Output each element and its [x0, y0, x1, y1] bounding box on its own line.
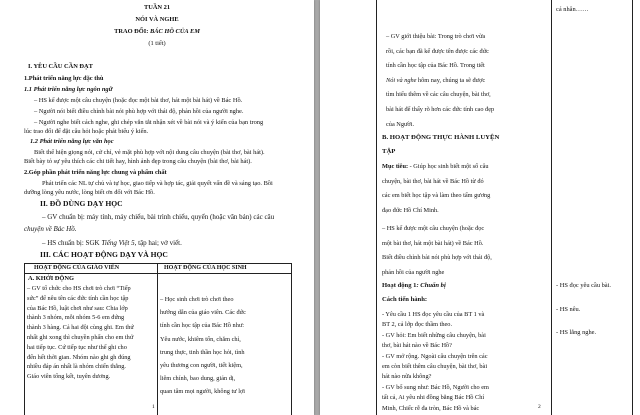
text-line: bài hát để thấy rõ hơn các đức tính cao đẹp	[386, 105, 495, 113]
text-line: tính cần học tập của Bác Hồ như:	[160, 322, 245, 330]
text-line: hát nào nữa không?	[382, 373, 432, 381]
hs-column-text	[160, 293, 288, 399]
text-line: Minh, Chiếc rễ đa tròn, Bác Hồ và bác	[382, 404, 480, 412]
gv-column-text	[27, 284, 155, 382]
section-2-title: II. ĐỒ DÙNG DẠY HỌC	[40, 199, 123, 208]
text-line: - GV bổ sung như: Bác Hồ, Người cho em	[382, 383, 489, 391]
text-line: đạo đức Hồ Chí Minh.	[382, 206, 439, 214]
text-line: nhiều đáp án nhất là nhóm chiến thắng.	[27, 363, 126, 371]
section-b-title-cont: TẬP	[382, 148, 396, 155]
activity-1-steps	[382, 310, 547, 414]
text-line: hướng dẫn của giáo viên. Các đức	[160, 309, 246, 317]
week-heading: TUẦN 21	[143, 4, 171, 11]
text-line: em còn biết thêm câu chuyện, bài thơ, bài	[382, 363, 488, 371]
text-line: các em biết học tập và làm theo tấm gương	[382, 192, 491, 200]
table-middle-divider	[551, 0, 552, 415]
section-b-title: B. HOẠT ĐỘNG THỰC HÀNH LUYỆN	[382, 134, 500, 141]
text-line: trung thực, tinh thần học hỏi, tình	[160, 348, 245, 356]
body-line: – GV chuẩn bị: máy tính, máy chiếu, bài trình chiếu, quyển (hoặc văn bản) các câu	[42, 213, 275, 221]
section-1-title: I. YÊU CẦU CẦN ĐẠT	[28, 63, 93, 70]
text-line: Giáo viên tổng kết, tuyên dương.	[27, 373, 111, 381]
text-line: Yêu nước, khiêm tốn, chăm chỉ,	[160, 335, 241, 343]
text-line: nhất ghi xong thì chuyền phấn cho em thứ	[27, 333, 134, 341]
body-line: – HS kể được một câu chuyện (hoặc đọc một bài thơ, hát một bài hát) về Bác Hồ.	[34, 97, 243, 104]
body-line: dưỡng lòng yêu nước, lòng biết ơn đối với Bác Hồ.	[24, 189, 155, 196]
section-1-1: 1.Phát triển năng lực đặc thù	[24, 75, 104, 82]
table-right-border	[632, 0, 633, 415]
lesson-title: TRAO ĐỔI: BÁC HỒ CỦA EM	[114, 28, 200, 35]
text-line: tính cần học tập của Bác Hồ. Trong tiết	[386, 62, 485, 70]
body-line: – HS chuẩn bị: SGK Tiếng Việt 5, tập hai; vở viết.	[42, 239, 182, 247]
text-line: yêu thương con người, tiết kiệm,	[160, 362, 243, 370]
table-left-border	[376, 0, 377, 415]
text-line: – GV tổ chức cho HS chơi trò chơi “Tiếp	[27, 285, 131, 292]
text-line: BT 2, cả lớp đọc thầm theo.	[382, 321, 453, 329]
requirement-paragraph	[382, 222, 547, 280]
text-line: – HS kể được một câu chuyện (hoặc đọc	[382, 225, 485, 232]
duration: (1 tiết)	[148, 40, 166, 47]
text-line: thành 3 hàng. Cả hai đội cùng ghi. Em thứ	[27, 324, 134, 332]
text-line: - Yêu cầu 1 HS đọc yêu cầu của BT 1 và	[382, 311, 485, 318]
table-header-gv: HOẠT ĐỘNG CỦA GIÁO VIÊN	[34, 265, 120, 271]
body-line: – Người nói biết điều chỉnh bài nói phù hợp với thái độ, phản hồi của người nghe.	[34, 108, 244, 115]
hs-note: cá nhân……	[556, 6, 589, 13]
text-line: - GV hỏi: Em biết những câu chuyện, bài	[382, 331, 486, 339]
document-page-2	[320, 0, 640, 415]
hs-note: - HS đọc yêu cầu bài.	[556, 282, 612, 289]
table-header-hs: HOẠT ĐỘNG CỦA HỌC SINH	[164, 265, 247, 271]
body-line: lúc trao đổi để đặt câu hỏi hoặc phát biểu ý kiến.	[24, 128, 149, 135]
body-line: chuyện về Bác Hồ.	[24, 225, 77, 233]
table-divider	[157, 263, 158, 415]
text-line: đến hết thời gian. Nhóm nào ghi gh đúng	[27, 353, 131, 361]
text-line: quan tâm mọi người, không tư lợi	[160, 388, 246, 396]
text-line: Nói và nghe hôm nay, chúng ta sẽ được	[386, 76, 486, 84]
section-1-1-1: 1.1 Phát triển năng lực ngôn ngữ	[24, 86, 113, 93]
text-line: một bài thơ, hát một bài hát) về Bác Hồ.	[382, 239, 484, 247]
text-line: thơ, bài hát nào về Bác Hồ?	[382, 342, 452, 350]
section-a-title: A. KHỞI ĐỘNG	[28, 275, 74, 282]
subject-heading: NÓI VÀ NGHE	[135, 16, 179, 23]
text-line: phản hồi của người nghe	[382, 268, 445, 276]
text-line: của Người.	[386, 120, 415, 128]
hs-note: - HS nêu.	[556, 306, 581, 313]
text-line: tất cả, Ai yêu nhi đồng bằng Bác Hồ Chí	[382, 394, 485, 402]
activity-1-heading: Hoạt động 1: Chuẩn bị	[382, 282, 446, 289]
text-line: liêm chính, bao dung, giản dị,	[160, 375, 236, 383]
text-line: thành 3 nhóm, mỗi nhóm 5-6 em đứng	[27, 314, 125, 322]
body-line: – Người nghe biết cách nghe, ghi chép vắn tắt nhận xét về bài nói và ý kiến của bạn trong	[34, 119, 264, 126]
introduction-paragraph	[386, 30, 546, 132]
body-line: Biết thể hiện giọng nói, cử chỉ, vẻ mặt phù hợp với nội dung câu chuyện (bài thơ, bài hát).	[34, 149, 265, 156]
text-line: rồi, các bạn đã kể được tên được các đức	[386, 47, 489, 55]
text-line: tìm hiểu thêm về các câu chuyện, bài thơ,	[386, 91, 491, 99]
table-header-rule	[24, 273, 291, 274]
text-line: hai tiếp tục. Cứ tiếp tục như thế ghi cho	[27, 343, 127, 351]
page-number: 2	[538, 404, 541, 410]
section-3-title: III. CÁC HOẠT ĐỘNG DẠY VÀ HỌC	[40, 250, 168, 259]
section-1-1-2: 1.2 Phát triển năng lực văn học	[30, 138, 114, 145]
hs-note: - HS lắng nghe.	[556, 329, 597, 336]
text-line: - GV mở rộng. Ngoài câu chuyện trên các	[382, 352, 488, 360]
text-line: của Bác Hồ, luật chơi như sau: Chia lớp	[27, 304, 128, 312]
text-line: sức” để nêu tên các đức tính cần học tập	[27, 294, 129, 302]
page-number: 1	[152, 404, 155, 410]
body-line: Biết bày tỏ sự yêu thích các chi tiết hay, hình ảnh đẹp trong câu chuyện (bài thơ, bài hát).	[24, 158, 252, 165]
section-1-2: 2.Góp phần phát triển năng lực chung và phẩm chất	[24, 169, 167, 176]
body-line: Phát triển các NL tự chủ và tự học, giao tiếp và hợp tác, giải quyết vấn đề và sáng tạo. Bồi	[42, 180, 273, 187]
text-line: – Học sinh chơi trò chơi theo	[160, 296, 234, 303]
goal-paragraph: Mục tiêu: - Giúp học sinh biết một số câu chuyện, bài thơ, bài hát về Bác Hồ từ đó các em biết học tập và làm theo tấm gương đạo đức Hồ Chí Minh.	[382, 160, 547, 218]
text-line: Biết điều chỉnh bài nói phù hợp với thái độ,	[382, 254, 492, 262]
document-page-1	[0, 0, 314, 415]
text-line: chuyện, bài thơ, bài hát về Bác Hồ từ đó	[382, 177, 484, 185]
method-heading: Cách tiến hành:	[382, 296, 428, 303]
text-line: – GV giới thiệu bài: Trong trò chơi vừa	[386, 33, 486, 40]
